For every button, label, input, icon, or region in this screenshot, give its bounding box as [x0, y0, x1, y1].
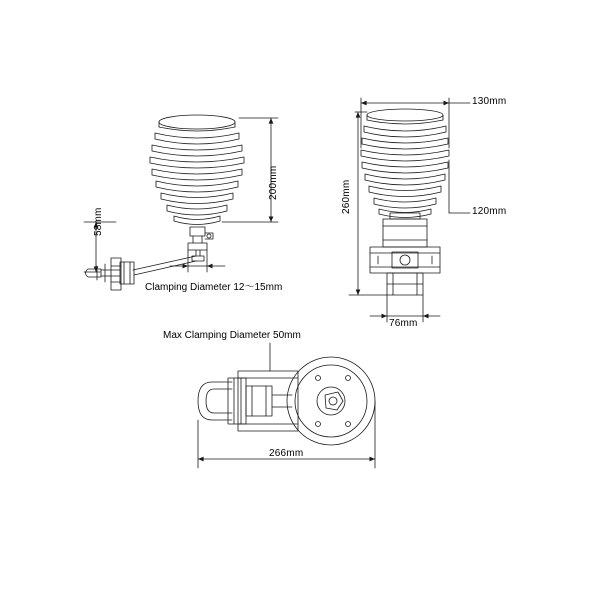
dim-label-266mm: 266mm: [269, 448, 304, 459]
dim-label-260mm: 260mm: [341, 179, 352, 214]
top-view-assembly: [198, 357, 375, 445]
right-view-shield-stack: [361, 109, 449, 218]
note-max-clamping-diameter: Max Clamping Diameter 50mm: [163, 330, 301, 341]
dim-label-200mm: 200mm: [268, 165, 279, 200]
dim-120mm: [449, 160, 470, 213]
note-clamping-diameter: Clamping Diameter 12～15mm: [145, 282, 283, 293]
dim-label-120mm: 120mm: [472, 206, 507, 217]
dim-label-58mm: 58mm: [93, 207, 104, 236]
dim-label-76mm: 76mm: [389, 318, 418, 329]
dim-130mm: [361, 98, 470, 148]
right-view-clamp-assembly: [370, 213, 440, 295]
left-view-shield-stack: [150, 115, 244, 261]
dim-label-130mm: 130mm: [472, 96, 507, 107]
